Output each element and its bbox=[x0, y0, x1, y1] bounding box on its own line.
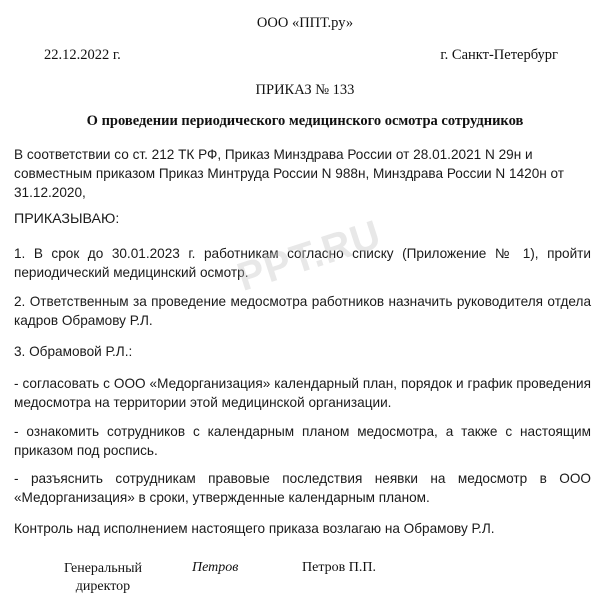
order-item-3b: - ознакомить сотрудников с календарным планом медосмотра, а также с настоящим приказом под роспись. bbox=[14, 424, 591, 458]
order-title: ПРИКАЗ № 133 bbox=[255, 82, 355, 98]
organization-name: ООО «ППТ.ру» bbox=[256, 15, 354, 31]
order-item-3a: - согласовать с ООО «Медорганизация» календарный план, порядок и график проведения медосмотра на территории этой медицинской организации. bbox=[14, 376, 591, 410]
orders-label: ПРИКАЗЫВАЮ: bbox=[14, 211, 120, 227]
signer-name: Петров П.П. bbox=[302, 560, 376, 575]
order-city: г. Санкт-Петербург bbox=[440, 47, 558, 63]
basis-paragraph: В соответствии со ст. 212 ТК РФ, Приказ Минздрава России от 28.01.2021 N 29н и совместным приказом Приказ Минтруда России N 988н, Минздрава России N 1420н от 31.12.2020, bbox=[14, 147, 565, 200]
handwritten-signature: Петров bbox=[192, 560, 239, 575]
signer-position: Генеральный директор bbox=[63, 561, 143, 594]
order-subject: О проведении периодического медицинского осмотра сотрудников bbox=[86, 113, 524, 129]
order-item-3: 3. Обрамовой Р.Л.: bbox=[14, 344, 133, 359]
order-item-1: 1. В срок до 30.01.2023 г. работникам согласно списку (Приложение № 1), пройти периодический медицинский осмотр. bbox=[14, 246, 591, 280]
control-paragraph: Контроль над исполнением настоящего приказа возлагаю на Обрамову Р.Л. bbox=[14, 521, 495, 536]
order-date: 22.12.2022 г. bbox=[44, 47, 121, 63]
order-item-3c: - разъяснить сотрудникам правовые последствия неявки на медосмотр в ООО «Медорганизация» в сроки, утвержденные календарным планом. bbox=[14, 471, 591, 505]
watermark: PPT.RU bbox=[232, 212, 387, 300]
order-item-2: 2. Ответственным за проведение медосмотра работников назначить руководителя отдела кадров Обрамову Р.Л. bbox=[14, 294, 591, 328]
